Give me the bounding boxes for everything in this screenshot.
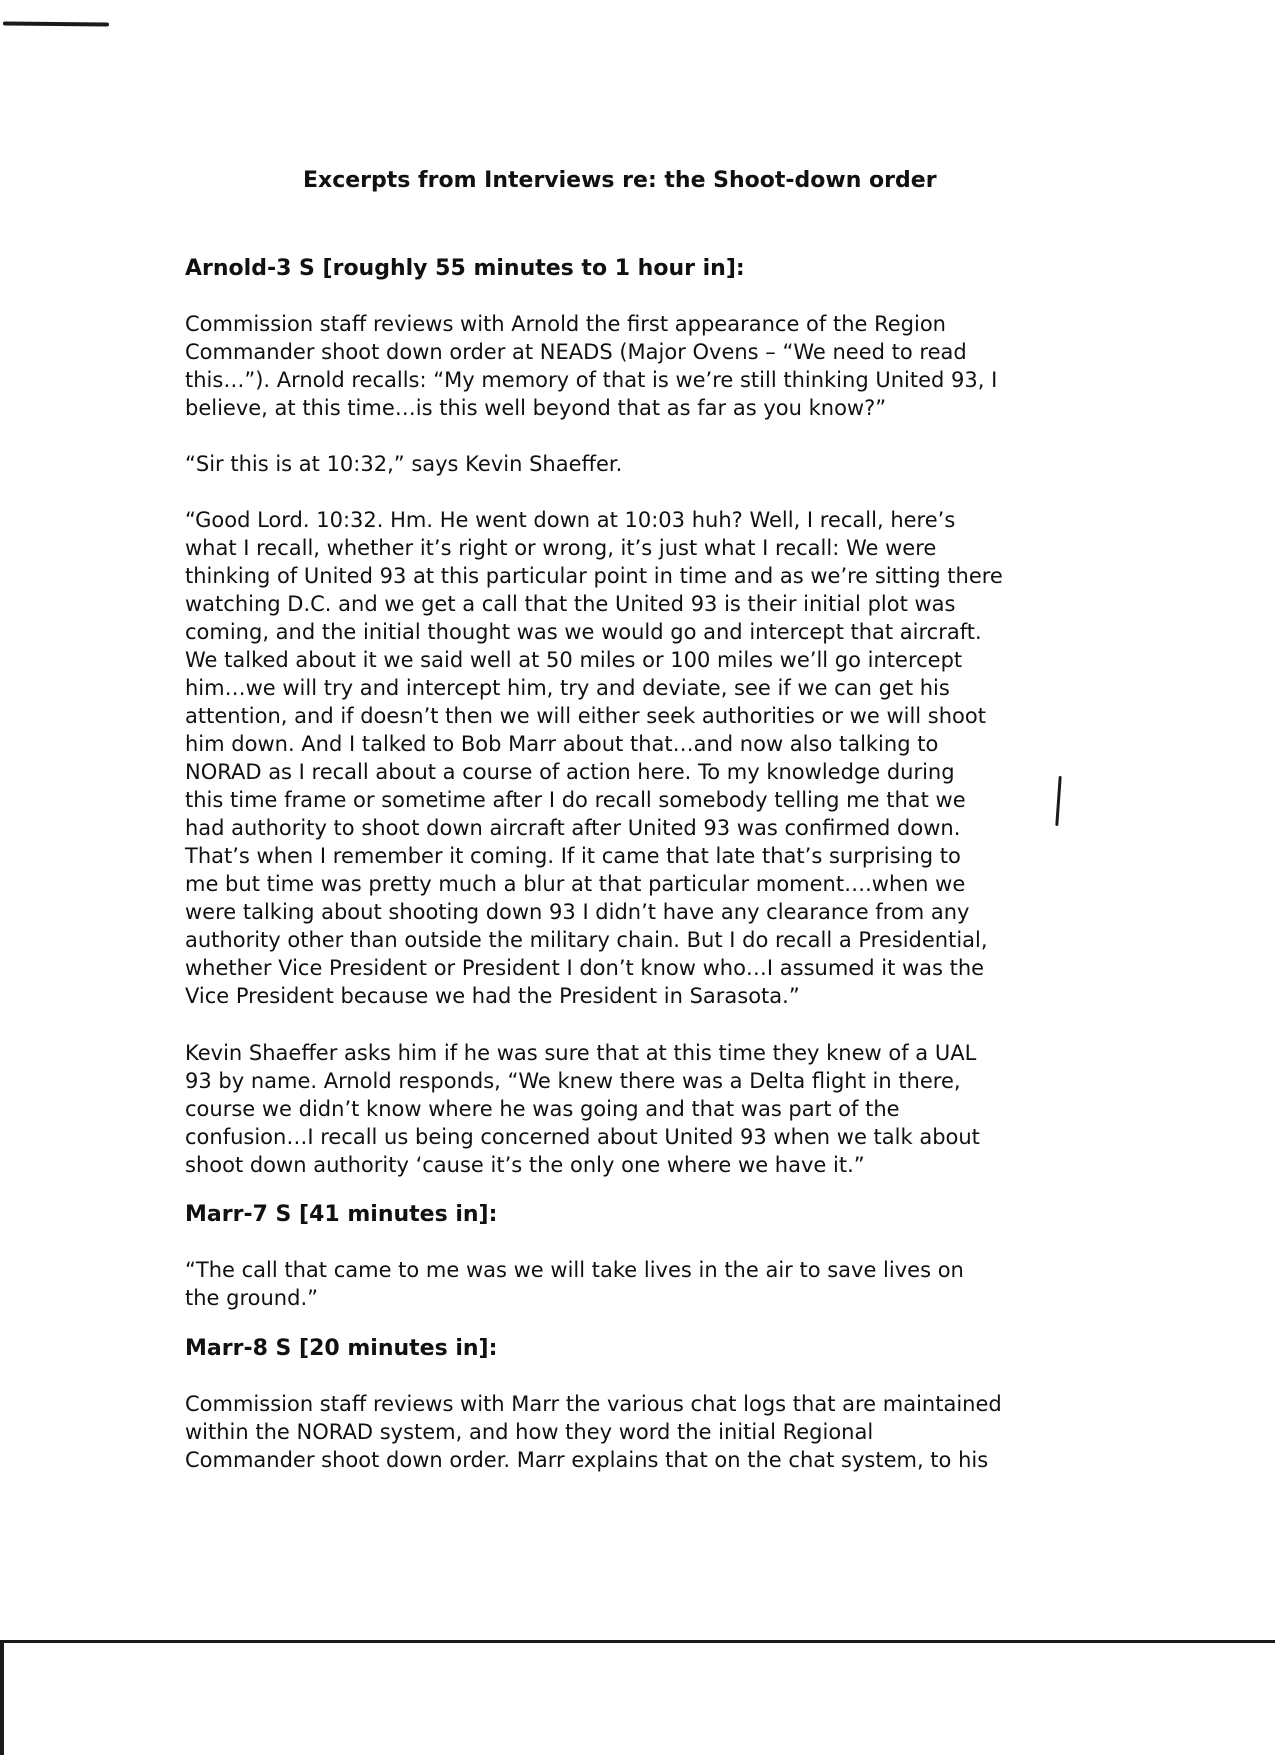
scan-bottom-rule [0, 1640, 1275, 1643]
paragraph-shaeffer-time: “Sir this is at 10:32,” says Kevin Shaeffer. [185, 452, 623, 476]
paragraph-arnold-intro: Commission staff reviews with Arnold the first appearance of the Region Commander shoot down order at NEADS (Major Ovens – “We need to read this…”). Arnold recalls: “My memory of that is we’re still thinking United 93, I believe, at this time…is this well beyond that as far as you know?” [185, 312, 998, 420]
section-heading-arnold: Arnold-3 S [roughly 55 minutes to 1 hour in]: [185, 256, 745, 281]
paragraph-arnold-recall: “Good Lord. 10:32. Hm. He went down at 10:03 huh? Well, I recall, here’s what I recall, whether it’s right or wrong, it’s just what I recall: We were thinking of United 93 at this particular point in time and as we’re sitting there watching D.C. and we get a call that the United 93 is their initial plot was coming, and the initial thought was we would go and intercept that aircraft. We talked about it we said well at 50 miles or 100 miles we’ll go intercept him…we will try and intercept him, try and deviate, see if we can get his attention, and if doesn’t then we will either seek authorities or we will shoot him down. And I talked to Bob Marr about that…and now also talking to NORAD as I recall about a course of action here. To my knowledge during this time frame or sometime after I do recall somebody telling me that we had authority to shoot down aircraft after United 93 was confirmed down. That’s when I remember it coming. If it came that late that’s surprising to me but time was pretty much a blur at that particular moment….when we were talking about shooting down 93 I didn’t have any clearance from any authority other than outside the military chain. But I do recall a Presidential, whether Vice President or President I don’t know who…I assumed it was the Vice President because we had the President in Sarasota.” [185, 508, 1003, 1008]
paragraph-marr-7-quote: “The call that came to me was we will take lives in the air to save lives on the ground.” [185, 1258, 964, 1310]
scan-mark [3, 21, 109, 26]
paragraph-marr-8-chat: Commission staff reviews with Marr the various chat logs that are maintained within the NORAD system, and how they word the initial Regional Commander shoot down order. Marr explains that on the chat system, to his [185, 1392, 1002, 1472]
section-heading-marr-7: Marr-7 S [41 minutes in]: [185, 1202, 498, 1227]
scan-left-edge [0, 1640, 4, 1755]
document-title: Excerpts from Interviews re: the Shoot-down order [303, 168, 937, 193]
section-heading-marr-8: Marr-8 S [20 minutes in]: [185, 1336, 498, 1361]
paragraph-shaeffer-question: Kevin Shaeffer asks him if he was sure that at this time they knew of a UAL 93 by name. Arnold responds, “We knew there was a Delta flight in there, course we didn’t know where he was going and that was part of the confusion…I recall us being concerned about United 93 when we talk about shoot down authority ‘cause it’s the only one where we have it.” [185, 1041, 980, 1177]
